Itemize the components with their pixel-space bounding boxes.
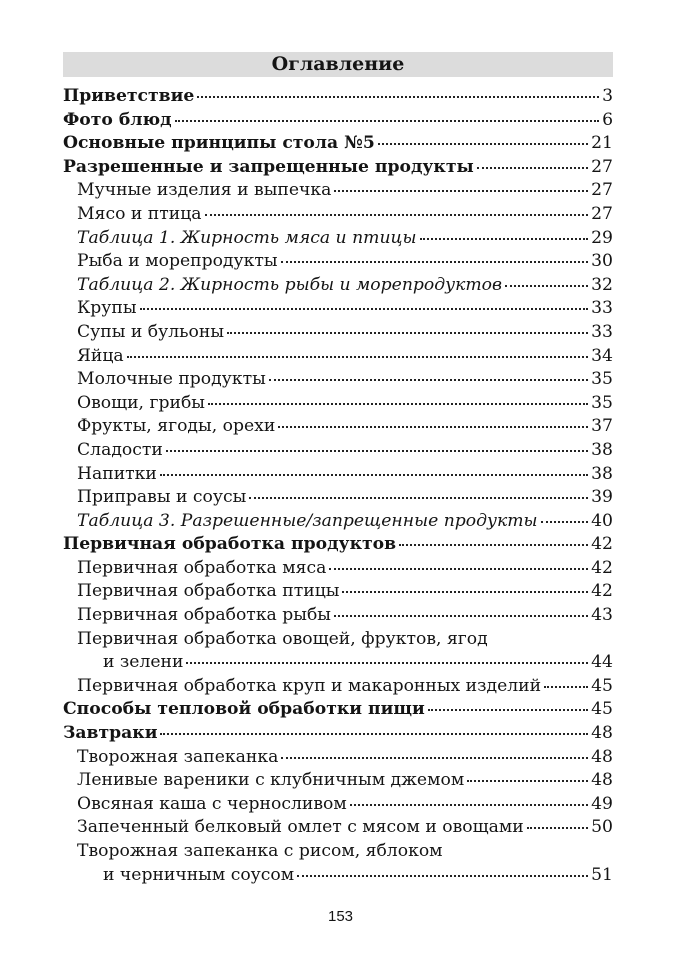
toc-entry-title: Напитки	[77, 463, 157, 484]
toc-entry	[63, 297, 613, 321]
toc-entry-page: 48	[591, 746, 613, 767]
dot-leader	[208, 403, 588, 405]
toc-entry	[63, 439, 613, 463]
dot-leader	[467, 780, 588, 782]
toc-entry-title: Способы тепловой обработки пищи	[63, 699, 425, 720]
toc-entry	[63, 651, 613, 675]
toc-entry	[63, 486, 613, 510]
toc-entry-title: Творожная запеканка с рисом, яблоком	[77, 841, 443, 861]
toc-entry-title: Первичная обработка птицы	[77, 581, 340, 602]
toc-entry-page: 43	[591, 605, 613, 626]
toc-entry-title: Мучные изделия и выпечка	[77, 180, 332, 201]
toc-entry-page: 51	[591, 864, 613, 885]
page-number: 153	[327, 908, 354, 925]
dot-leader	[281, 261, 589, 263]
dot-leader	[269, 379, 588, 381]
dot-leader	[281, 757, 588, 759]
dot-leader	[160, 474, 588, 476]
toc-entry-title: Творожная запеканка	[77, 746, 279, 767]
toc-entry	[63, 628, 613, 652]
toc-entry-title: и черничным соусом	[103, 864, 295, 885]
toc-entry-title: Основные принципы стола №5	[63, 133, 375, 154]
toc-entry-page: 32	[591, 274, 613, 295]
toc-entry	[63, 368, 613, 392]
dot-leader	[378, 143, 588, 145]
toc-entry	[63, 156, 613, 180]
toc-entry	[63, 864, 613, 888]
toc-entry	[63, 227, 613, 251]
toc-entry	[63, 203, 613, 227]
toc-entry-title: Разрешенные и запрещенные продукты	[63, 156, 474, 177]
toc-entry-page: 42	[591, 534, 613, 555]
toc-entry-page: 6	[602, 109, 613, 130]
toc-entry-page: 38	[591, 463, 613, 484]
toc-entry-page: 48	[591, 723, 613, 744]
toc-entry-title: Овсяная каша с черносливом	[77, 793, 347, 814]
dot-leader	[297, 875, 588, 877]
toc-entry	[63, 179, 613, 203]
toc-entry	[63, 463, 613, 487]
toc-entry	[63, 604, 613, 628]
toc-entry-title: Запеченный белковый омлет с мясом и овощами	[77, 817, 524, 838]
toc-entry	[63, 533, 613, 557]
toc-entry-page: 40	[591, 510, 613, 531]
toc-entry	[63, 392, 613, 416]
toc-entry-title: Таблица 2. Жирность рыбы и морепродуктов	[77, 274, 503, 295]
toc-entry	[63, 769, 613, 793]
dot-leader	[544, 686, 588, 688]
toc-entry-page: 42	[591, 557, 613, 578]
toc-entry-page: 49	[591, 793, 613, 814]
dot-leader	[227, 332, 588, 334]
toc-entry-title: Фото блюд	[63, 109, 172, 130]
toc-entry	[63, 85, 613, 109]
toc-entry	[63, 816, 613, 840]
toc-entry-title: Таблица 3. Разрешенные/запрещенные продукты	[77, 510, 538, 531]
table-of-contents	[63, 85, 613, 887]
dot-leader	[350, 804, 588, 806]
dot-leader	[505, 285, 588, 287]
dot-leader	[334, 615, 588, 617]
toc-entry-page: 37	[591, 416, 613, 437]
toc-entry-page: 27	[591, 203, 613, 224]
toc-entry-title: Ленивые вареники с клубничным джемом	[77, 770, 465, 791]
dot-leader	[420, 238, 589, 240]
toc-entry	[63, 675, 613, 699]
dot-leader	[278, 426, 588, 428]
toc-entry	[63, 274, 613, 298]
toc-entry	[63, 510, 613, 534]
dot-leader	[175, 120, 600, 122]
toc-entry-title: Фрукты, ягоды, орехи	[77, 416, 276, 437]
toc-entry-title: Первичная обработка круп и макаронных изделий	[77, 675, 542, 696]
toc-entry	[63, 793, 613, 817]
dot-leader	[249, 497, 588, 499]
toc-entry-title: Мясо и птица	[77, 203, 202, 224]
toc-entry-title: Супы и бульоны	[77, 321, 225, 342]
toc-entry-page: 39	[591, 487, 613, 508]
toc-entry-title: Первичная обработка овощей, фруктов, ягод	[77, 628, 488, 649]
toc-entry-title: Крупы	[77, 298, 137, 319]
toc-entry-page: 30	[591, 251, 613, 272]
toc-entry	[63, 132, 613, 156]
toc-entry	[63, 722, 613, 746]
toc-entry	[63, 109, 613, 133]
toc-entry-title: Первичная обработка продуктов	[63, 534, 397, 555]
toc-entry-page: 38	[591, 439, 613, 460]
toc-entry	[63, 557, 613, 581]
toc-entry-title: Сладости	[77, 439, 163, 460]
toc-entry-page: 48	[591, 770, 613, 791]
toc-entry-page: 42	[591, 581, 613, 602]
toc-entry-page: 29	[591, 227, 613, 248]
toc-entry-title: Первичная обработка мяса	[77, 557, 327, 578]
toc-entry	[63, 321, 613, 345]
toc-entry-title: Таблица 1. Жирность мяса и птицы	[77, 227, 417, 248]
toc-entry-page: 3	[602, 86, 613, 106]
toc-entry-page: 44	[591, 652, 613, 673]
dot-leader	[197, 96, 599, 98]
dot-leader	[166, 450, 588, 452]
toc-entry-title: Первичная обработка рыбы	[77, 605, 331, 626]
dot-leader	[399, 544, 588, 546]
dot-leader	[186, 662, 588, 664]
toc-entry	[63, 580, 613, 604]
dot-leader	[205, 214, 589, 216]
dot-leader	[140, 308, 589, 310]
dot-leader	[541, 521, 589, 523]
toc-entry	[63, 698, 613, 722]
toc-entry-page: 50	[591, 817, 613, 838]
toc-entry-page: 33	[591, 298, 613, 319]
toc-entry-page: 35	[591, 369, 613, 390]
toc-entry	[63, 345, 613, 369]
dot-leader	[428, 709, 588, 711]
dot-leader	[527, 827, 588, 829]
toc-entry-page: 45	[591, 675, 613, 696]
toc-entry-title: Рыба и морепродукты	[77, 251, 278, 272]
toc-entry	[63, 840, 613, 864]
toc-title: Оглавление	[63, 52, 613, 77]
toc-entry	[63, 746, 613, 770]
toc-entry-page: 35	[591, 392, 613, 413]
dot-leader	[329, 568, 588, 570]
toc-entry-title: Молочные продукты	[77, 369, 266, 390]
toc-entry-title: Приветствие	[63, 86, 195, 106]
toc-entry-page: 21	[591, 133, 613, 154]
toc-entry-page: 27	[591, 180, 613, 201]
dot-leader	[477, 167, 588, 169]
toc-entry-title: и зелени	[103, 652, 184, 673]
toc-entry-title: Завтраки	[63, 723, 158, 744]
dot-leader	[342, 591, 588, 593]
toc-entry-title: Овощи, грибы	[77, 392, 205, 413]
toc-entry-page: 27	[591, 156, 613, 177]
toc-entry-title: Приправы и соусы	[77, 487, 247, 508]
dot-leader	[160, 733, 588, 735]
toc-entry-page: 45	[591, 699, 613, 720]
toc-entry-page: 33	[591, 321, 613, 342]
dot-leader	[127, 356, 588, 358]
toc-entry-title: Яйца	[77, 345, 124, 366]
toc-entry-page: 34	[591, 345, 613, 366]
toc-entry	[63, 250, 613, 274]
toc-entry	[63, 415, 613, 439]
dot-leader	[334, 190, 588, 192]
